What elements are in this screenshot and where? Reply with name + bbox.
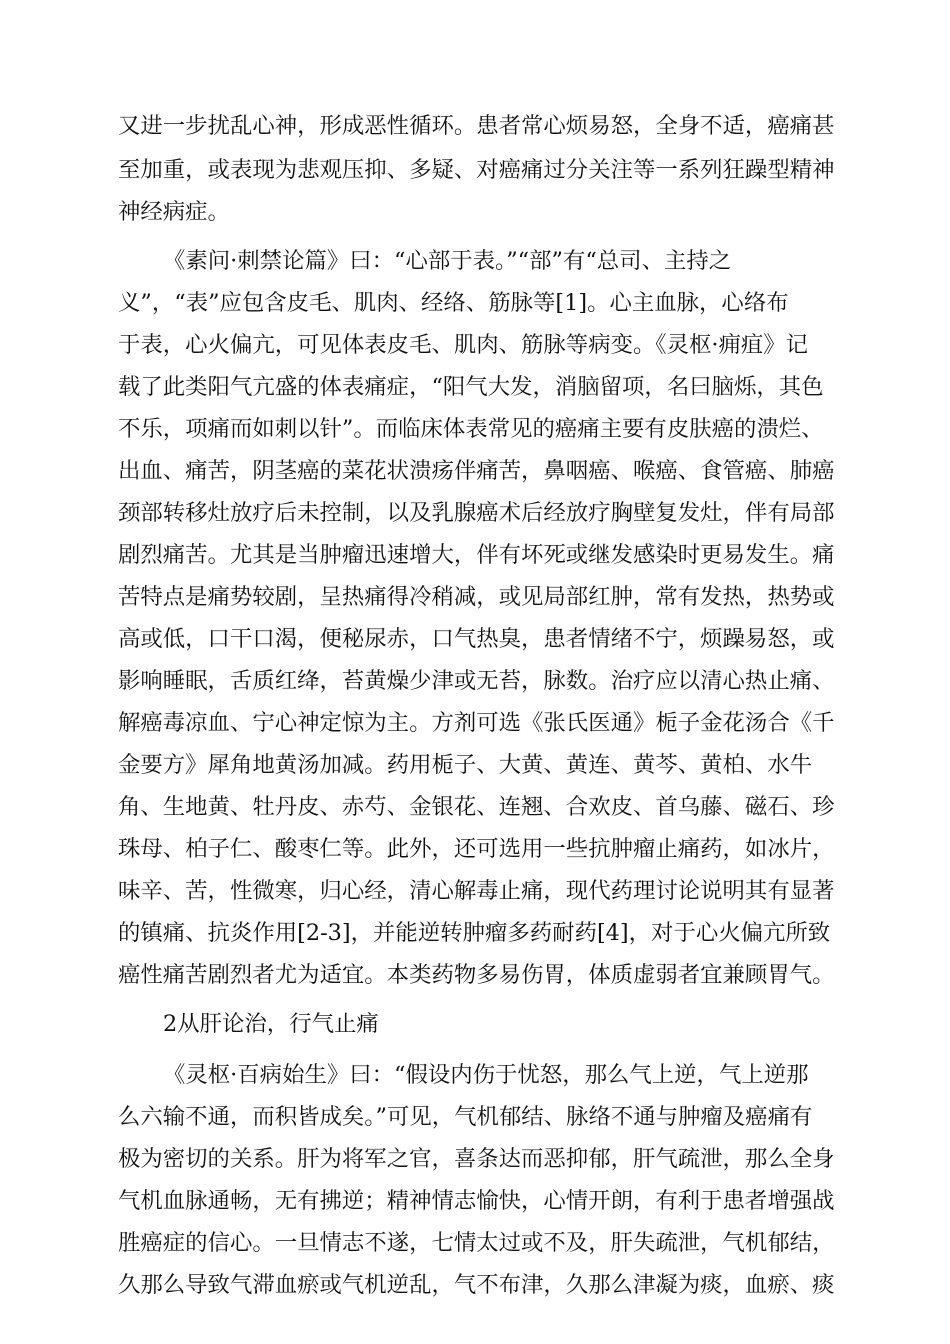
text-line — [0, 1266, 950, 1304]
text-line — [0, 956, 950, 994]
text-line-content: 又进一步扰乱心神，形成恶性循环。患者常心烦易怒，全身不适，癌痛甚 — [118, 113, 835, 139]
text-line-content: 出血、痛苦，阴茎癌的菜花状溃疡伴痛苦，鼻咽癌、喉癌、食管癌、肺癌 — [118, 458, 835, 484]
text-line-content: 解癌毒凉血、宁心神定惊为主。方剂可选《张氏医通》栀子金花汤合《千 — [118, 710, 835, 736]
text-line — [0, 326, 950, 364]
text-line — [0, 578, 950, 616]
text-line-content: 不乐，项痛而如刺以针”。而临床体表常见的癌痛主要有皮肤癌的溃烂、 — [118, 416, 824, 442]
text-line — [0, 242, 950, 280]
text-line-content: 《灵枢·百病始生》曰：“假设内伤于忧怒，那么气上逆，气上逆那 — [163, 1062, 809, 1088]
text-line — [0, 1224, 950, 1262]
text-line — [0, 494, 950, 532]
text-line — [0, 704, 950, 742]
text-line — [0, 746, 950, 784]
text-line-content: 义”，“表”应包含皮毛、肌肉、经络、筋脉等[1]。心主血脉，心络布 — [118, 290, 789, 316]
text-line — [0, 1056, 950, 1094]
text-line-content: 苦特点是痛势较剧，呈热痛得冷稍减，或见局部红肿，常有发热，热势或 — [118, 584, 835, 610]
text-line-content: 影响睡眠，舌质红绛，苔黄燥少津或无苔，脉数。治疗应以清心热止痛、 — [118, 668, 835, 694]
text-line — [0, 452, 950, 490]
text-line — [0, 1140, 950, 1178]
text-line — [0, 872, 950, 910]
text-line — [0, 193, 950, 231]
text-line-content: 神经病症。 — [118, 199, 230, 225]
text-line-content: 癌性痛苦剧烈者尤为适宜。本类药物多易伤胃，体质虚弱者宜兼顾胃气。 — [118, 962, 835, 988]
text-line — [0, 368, 950, 406]
text-line — [0, 107, 950, 145]
section-heading-text: 2从肝论治，行气止痛 — [163, 1011, 379, 1037]
text-line-content: 于表，心火偏亢，可见体表皮毛、肌肉、筋脉等病变。《灵枢·痈疽》记 — [118, 332, 809, 358]
text-line — [0, 788, 950, 826]
text-line-content: 角、生地黄、牡丹皮、赤芍、金银花、连翘、合欢皮、首乌藤、磁石、珍 — [118, 794, 835, 820]
text-line-content: 么六输不通，而积皆成矣。”可见，气机郁结、脉络不通与肿瘤及癌痛有 — [118, 1104, 813, 1130]
text-line-content: 极为密切的关系。肝为将军之官，喜条达而恶抑郁，肝气疏泄，那么全身 — [118, 1146, 835, 1172]
text-line-content: 剧烈痛苦。尤其是当肿瘤迅速增大，伴有坏死或继发感染时更易发生。痛 — [118, 542, 835, 568]
text-line-content: 载了此类阳气亢盛的体表痛症，“阳气大发，消脑留项，名曰脑烁，其色 — [118, 374, 824, 400]
text-line-content: 金要方》犀角地黄汤加减。药用栀子、大黄、黄连、黄芩、黄柏、水牛 — [118, 752, 813, 778]
text-line — [0, 151, 950, 189]
text-line-content: 至加重，或表现为悲观压抑、多疑、对癌痛过分关注等一系列狂躁型精神 — [118, 157, 835, 183]
text-line-content: 高或低，口干口渴，便秘尿赤，口气热臭，患者情绪不宁，烦躁易怒，或 — [118, 626, 835, 652]
text-line — [0, 662, 950, 700]
text-line — [0, 1098, 950, 1136]
text-line-content: 珠母、柏子仁、酸枣仁等。此外，还可选用一些抗肿瘤止痛药，如冰片， — [118, 836, 835, 862]
text-line-content: 味辛、苦，性微寒，归心经，清心解毒止痛，现代药理讨论说明其有显著 — [118, 878, 835, 904]
text-line — [0, 830, 950, 868]
text-line — [0, 620, 950, 658]
section-heading — [0, 1005, 950, 1043]
text-line — [0, 284, 950, 322]
text-line-content: 胜癌症的信心。一旦情志不遂，七情太过或不及，肝失疏泄，气机郁结， — [118, 1230, 835, 1256]
text-line-content: 的镇痛、抗炎作用[2-3]，并能逆转肿瘤多药耐药[4]，对于心火偏亢所致 — [118, 920, 831, 946]
text-line-content: 气机血脉通畅，无有拂逆；精神情志愉快，心情开朗，有利于患者增强战 — [118, 1188, 835, 1214]
text-line-content: 久那么导致气滞血瘀或气机逆乱，气不布津，久那么津凝为痰，血瘀、痰 — [118, 1272, 835, 1298]
text-line-content: 颈部转移灶放疗后未控制，以及乳腺癌术后经放疗胸壁复发灶，伴有局部 — [118, 500, 835, 526]
text-line — [0, 1182, 950, 1220]
text-line — [0, 536, 950, 574]
text-line — [0, 914, 950, 952]
text-line — [0, 410, 950, 448]
text-line-content: 《素问·刺禁论篇》曰：“心部于表。”“部”有“总司、主持之 — [163, 248, 732, 274]
